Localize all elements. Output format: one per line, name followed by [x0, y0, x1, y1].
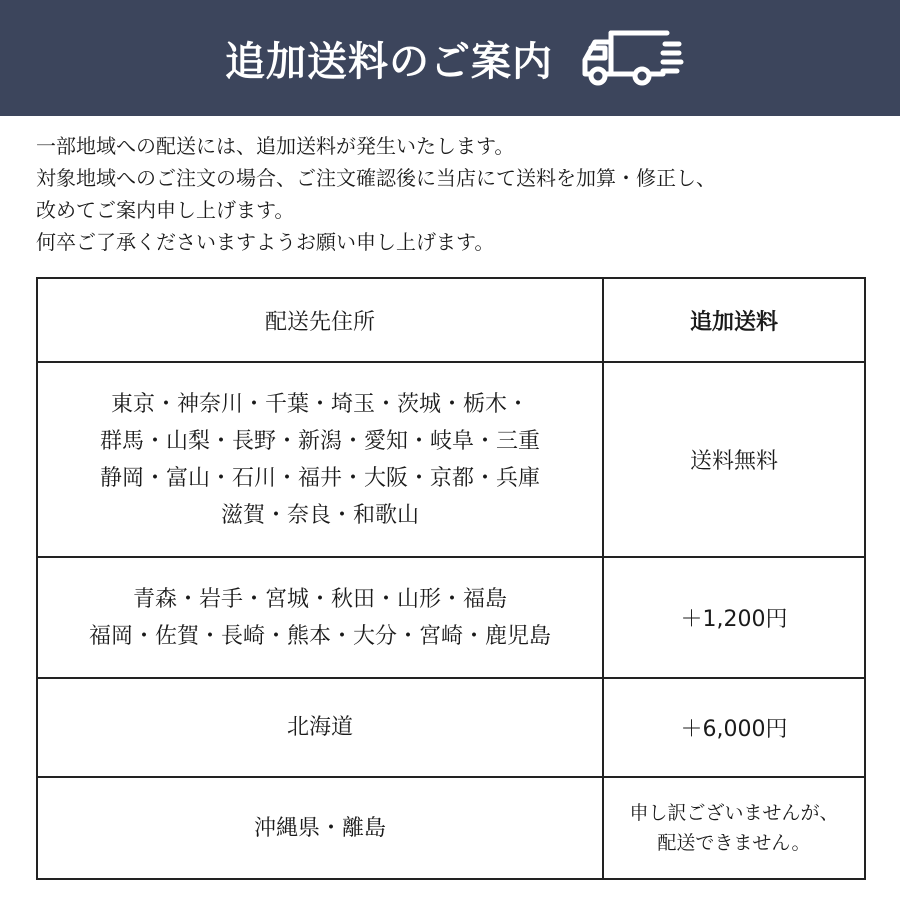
region-line: 東京・神奈川・千葉・埼玉・茨城・栃木・ [110, 391, 529, 417]
page-title: 追加送料のご案内 [225, 38, 553, 85]
region-line: 北海道 [286, 715, 353, 740]
header-banner [0, 0, 900, 116]
fee-note-line: 配送できません。 [657, 832, 811, 854]
header-additional-fee: 追加送料 [603, 278, 865, 362]
truck-icon [579, 28, 685, 88]
intro-line: 対象地域へのご注文の場合、ご注文確認後に当店にて送料を加算・修正し、 [36, 166, 716, 190]
fee-cell [603, 557, 865, 678]
table-row [37, 362, 865, 557]
region-line: 群馬・山梨・長野・新潟・愛知・岐阜・三重 [99, 428, 540, 454]
region-line: 沖縄県・離島 [253, 815, 386, 841]
fee-value: ＋6,000円 [680, 717, 788, 742]
fee-cell [603, 777, 865, 879]
region-cell [37, 362, 603, 557]
table-header-row [37, 278, 865, 362]
region-line: 青森・岩手・宮城・秋田・山形・福島 [132, 586, 507, 612]
region-line: 滋賀・奈良・和歌山 [220, 502, 419, 528]
region-line: 静岡・富山・石川・福井・大阪・京都・兵庫 [99, 465, 540, 491]
region-line: 福岡・佐賀・長崎・熊本・大分・宮崎・鹿児島 [88, 623, 551, 649]
intro-line: 何卒ご了承くださいますようお願い申し上げます。 [36, 230, 495, 254]
fee-value: 送料無料 [689, 449, 778, 474]
region-cell [37, 777, 603, 879]
intro-line: 一部地域への配送には、追加送料が発生いたします。 [36, 134, 515, 158]
fee-note-line: 申し訳ございませんが、 [629, 802, 839, 824]
table-row [37, 777, 865, 879]
header-address: 配送先住所 [37, 278, 603, 362]
fee-cell [603, 362, 865, 557]
fee-value: ＋1,200円 [680, 607, 788, 632]
table-row [37, 678, 865, 777]
intro-text [36, 130, 876, 258]
fee-cell [603, 678, 865, 777]
shipping-fee-table [36, 277, 866, 880]
intro-line: 改めてご案内申し上げます。 [36, 198, 295, 222]
region-cell [37, 678, 603, 777]
region-cell [37, 557, 603, 678]
table-row [37, 557, 865, 678]
